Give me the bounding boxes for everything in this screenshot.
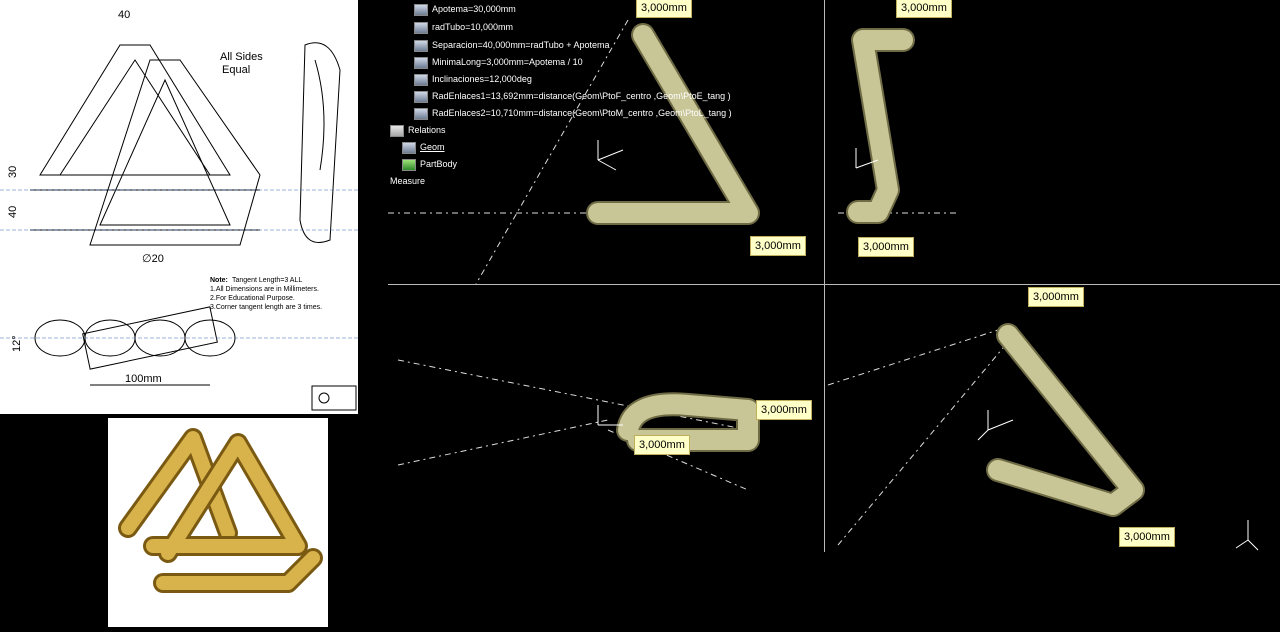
note-line2: 2.For Educational Purpose. <box>210 295 295 302</box>
dim-top: 40 <box>118 9 131 21</box>
tree-item-minimalong[interactable]: MinimaLong=3,000mm=Apotema / 10 <box>414 55 583 70</box>
tree-item-radenlaces2[interactable]: RadEnlaces2=10,710mm=distance(Geom\PtoM_centro ,Geom\PtoL_tang ) <box>414 106 732 121</box>
callout-5: 3,000mm <box>756 400 812 420</box>
partbody-icon <box>402 159 416 171</box>
note-tangent: Tangent Length=3 ALL <box>232 277 303 284</box>
all-sides-label-1: All Sides <box>220 51 263 63</box>
dim-diameter: ∅20 <box>142 253 164 265</box>
all-sides-label-2: Equal <box>222 64 251 76</box>
tree-item-apotema[interactable]: Apotema=30,000mm <box>414 2 516 17</box>
dim-left-upper: 30 <box>7 165 19 178</box>
parameter-icon <box>414 57 428 69</box>
callout-6: 3,000mm <box>634 435 690 455</box>
callout-8: 3,000mm <box>1119 527 1175 547</box>
parameter-icon <box>414 108 428 120</box>
triangle-outline-lower <box>90 60 260 245</box>
note-title: Note: <box>210 277 228 284</box>
drawing-svg <box>0 0 358 414</box>
tree-item-relations[interactable]: Relations <box>390 123 446 138</box>
callout-1: 3,000mm <box>636 0 692 18</box>
dim-left-lower: 40 <box>7 205 19 218</box>
triangle-outline-upper <box>40 45 230 175</box>
parameter-icon <box>414 74 428 86</box>
callout-7: 3,000mm <box>1028 287 1084 307</box>
rendered-model <box>108 418 328 627</box>
callout-4: 3,000mm <box>858 237 914 257</box>
tree-item-inclinaciones[interactable]: Inclinaciones=12,000deg <box>414 72 532 87</box>
cad-viewport[interactable] <box>388 0 1280 627</box>
render-svg <box>108 418 328 627</box>
tree-item-geom[interactable]: Geom <box>402 140 445 155</box>
callout-2: 3,000mm <box>750 236 806 256</box>
parameter-icon <box>414 91 428 103</box>
tree-item-partbody[interactable]: PartBody <box>402 157 457 172</box>
tree-item-measure[interactable]: Measure <box>390 176 426 187</box>
parameter-icon <box>414 4 428 16</box>
triangle-inner-upper <box>60 60 210 175</box>
tree-item-radtubo[interactable]: radTubo=10,000mm <box>414 20 513 35</box>
tree-item-separacion[interactable]: Separacion=40,000mm=radTubo + Apotema <box>414 38 610 53</box>
note-line3: 3.Corner tangent length are 3 times. <box>210 304 323 311</box>
note-line1: 1.All Dimensions are in Millimeters. <box>210 286 319 293</box>
tree-item-radenlaces1[interactable]: RadEnlaces1=13,692mm=distance(Geom\PtoF_centro ,Geom\PtoE_tang ) <box>414 89 731 104</box>
dim-length: 100mm <box>125 373 162 385</box>
dim-angle: 12° <box>11 335 23 352</box>
callout-3: 3,000mm <box>896 0 952 18</box>
parameter-icon <box>414 40 428 52</box>
parameter-icon <box>414 22 428 34</box>
geometrical-set-icon <box>402 142 416 154</box>
relations-icon <box>390 125 404 137</box>
technical-drawing <box>0 0 358 414</box>
